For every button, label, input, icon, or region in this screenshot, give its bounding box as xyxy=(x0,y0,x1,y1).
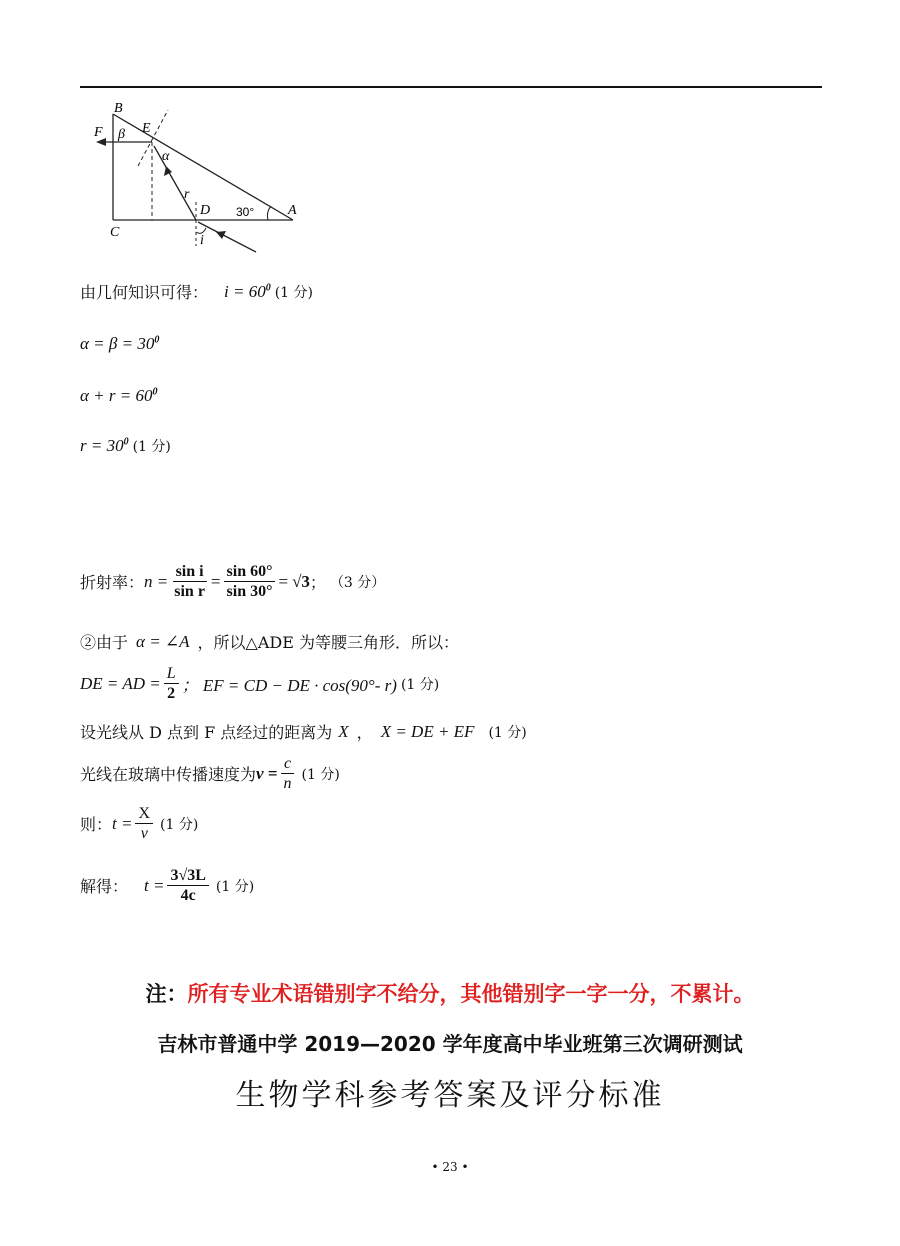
t-eq: t = xyxy=(112,813,133,833)
eq: = xyxy=(278,571,289,591)
math: α = ∠A xyxy=(136,631,190,651)
t-eq: t = xyxy=(144,875,165,895)
label-r: r xyxy=(184,187,190,202)
page-number: • 23 • xyxy=(431,1160,469,1174)
v-eq: v = xyxy=(256,763,278,783)
solution-line-7 xyxy=(80,664,439,703)
refractive-index-line xyxy=(80,562,385,601)
fraction-result: $\frac{3√3L}{4c}$ xyxy=(167,866,208,905)
note-label: 注： xyxy=(145,982,188,1006)
fraction-sin60-sin30: $\frac{\sin 60^\circ}{\sin 30^\circ}$ xyxy=(224,562,276,601)
score: (1 分) xyxy=(488,724,527,741)
label-i: i xyxy=(200,233,204,248)
fraction-sin-i-sin-r: $\frac{\text{sin i}}{\text{sin r}}$ xyxy=(174,563,205,601)
score: (1 分) xyxy=(301,766,340,783)
solution-line-2 xyxy=(80,334,159,354)
n-eq: n = xyxy=(144,571,169,591)
exam-title: 吉林市普通中学 2019—2020 学年度高中毕业班第三次调研测试 xyxy=(157,1032,743,1056)
ray-de xyxy=(154,146,196,220)
sqrt3: √3 xyxy=(292,571,310,591)
math: $\alpha = \beta = 30^0$ xyxy=(80,334,160,353)
label-alpha: α xyxy=(162,149,170,164)
comma: ， xyxy=(356,723,373,742)
top-rule xyxy=(80,86,822,88)
label-d: D xyxy=(200,203,211,218)
score: (1 分) xyxy=(274,284,313,301)
text: 解得： xyxy=(80,877,129,897)
score: (1 分) xyxy=(400,676,440,693)
text: 折射率： xyxy=(80,573,145,593)
solution-line-1 xyxy=(80,280,313,303)
math: $\alpha + r = 60^0$ xyxy=(80,386,158,405)
text: 设光线从 D 点到 F 点经过的距离为 xyxy=(80,723,333,742)
text: 光线在玻璃中传播速度为 xyxy=(80,765,257,785)
solution-line-11 xyxy=(80,866,254,905)
score: (1 分) xyxy=(132,439,171,455)
math: X = DE + EF xyxy=(380,721,475,741)
score: (1 分) xyxy=(160,816,199,833)
label-c: C xyxy=(110,225,120,240)
label-angle: 30° xyxy=(236,205,255,219)
solution-line-3 xyxy=(80,386,157,406)
fraction-x-v: $\frac{X}{v}$ xyxy=(135,804,153,843)
text: ，所以△ADE 为等腰三角形．所以： xyxy=(197,633,460,652)
text: 则： xyxy=(80,815,113,835)
text: 由几何知识可得： xyxy=(80,283,209,302)
note-text: 所有专业术语错别字不给分，其他错别字一字一分，不累计。 xyxy=(187,982,755,1006)
label-e: E xyxy=(142,121,151,136)
x-symbol: X xyxy=(338,721,349,741)
score: （3 分） xyxy=(329,574,386,591)
math: ； EF = CD − DE · cos(90°- r) xyxy=(181,676,397,696)
solution-line-10 xyxy=(80,804,198,843)
score: (1 分) xyxy=(215,878,255,895)
label-b: B xyxy=(114,101,123,116)
semicolon: ； xyxy=(309,573,326,593)
fraction-l-2: $\frac{L}{2}$ xyxy=(164,664,179,703)
solution-line-8 xyxy=(80,720,527,743)
math: $i = 60^0$ xyxy=(224,281,271,301)
eq: = xyxy=(210,571,221,591)
solution-line-9 xyxy=(80,754,340,793)
angle-30-arc xyxy=(267,206,271,220)
prism-diagram xyxy=(88,98,308,258)
ray-incident xyxy=(198,222,256,252)
solution-line-6 xyxy=(80,630,459,653)
solution-line-4 xyxy=(80,436,171,456)
label-a: A xyxy=(288,203,297,218)
label-f: F xyxy=(94,125,103,140)
fraction-c-n: $\frac{c}{n}$ xyxy=(281,754,295,793)
grading-note xyxy=(0,978,900,1008)
math: $r = 30^0$ xyxy=(80,436,129,455)
text: ②由于 xyxy=(80,633,129,652)
subject-title: 生物学科参考答案及评分标准 xyxy=(235,1078,665,1113)
math: DE = AD = xyxy=(80,673,161,693)
label-beta: β xyxy=(118,127,125,142)
